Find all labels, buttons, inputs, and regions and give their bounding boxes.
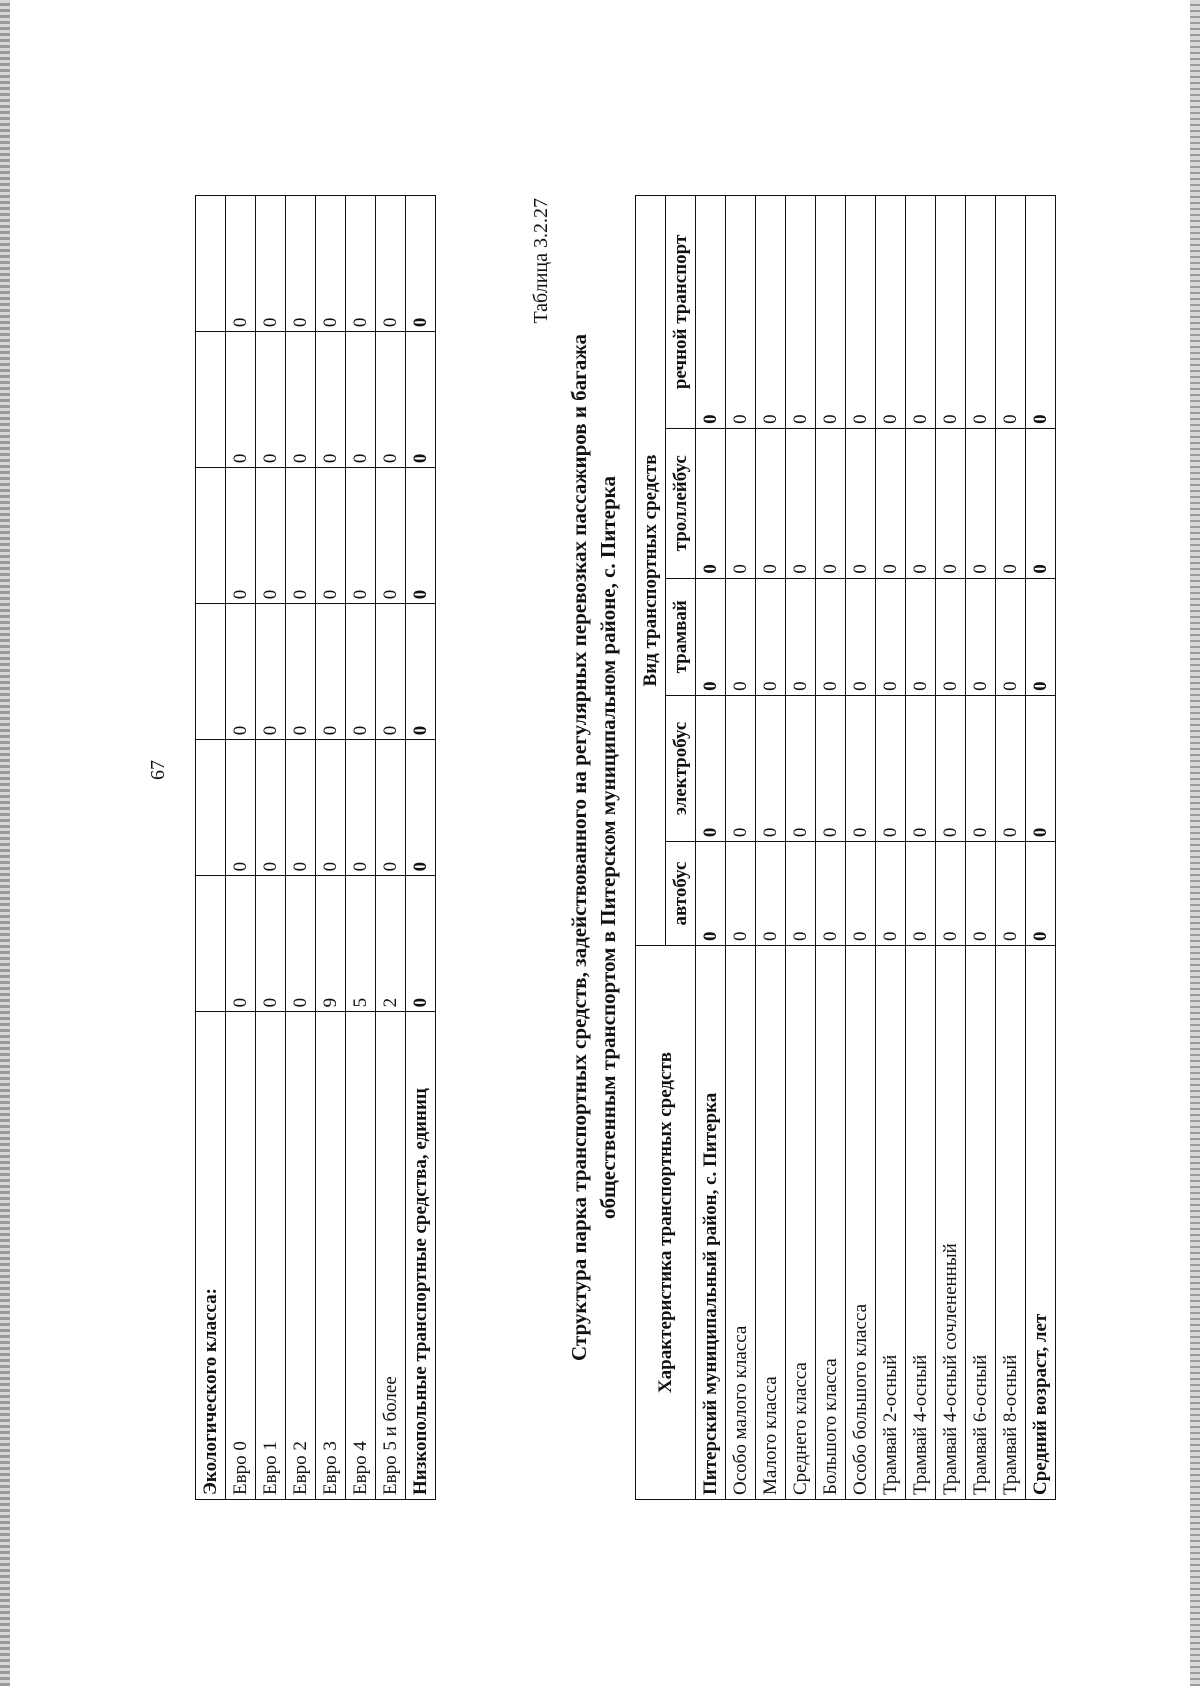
table-row bbox=[226, 196, 256, 1500]
cell-value: 0 bbox=[846, 196, 876, 429]
cell-value: 0 bbox=[756, 428, 786, 578]
cell-value: 0 bbox=[226, 604, 256, 740]
cell-value: 0 bbox=[756, 695, 786, 841]
row-label: Особо большого класса bbox=[846, 946, 876, 1500]
cell-value bbox=[196, 604, 226, 740]
table-row bbox=[316, 196, 346, 1500]
cell-value: 0 bbox=[936, 695, 966, 841]
header-row-1 bbox=[636, 196, 666, 1500]
cell-value: 0 bbox=[696, 196, 726, 429]
cell-value: 0 bbox=[876, 428, 906, 578]
cell-value: 0 bbox=[756, 842, 786, 946]
cell-value: 0 bbox=[936, 842, 966, 946]
row-label: Трамвай 2-осный bbox=[876, 946, 906, 1500]
table-row bbox=[406, 196, 436, 1500]
row-label: Евро 4 bbox=[346, 1012, 376, 1500]
table2-body bbox=[696, 196, 1056, 1500]
cell-value: 0 bbox=[376, 604, 406, 740]
cell-value: 0 bbox=[256, 604, 286, 740]
cell-value: 0 bbox=[256, 332, 286, 468]
table-row bbox=[376, 196, 406, 1500]
cell-value: 0 bbox=[996, 695, 1026, 841]
cell-value: 5 bbox=[346, 876, 376, 1012]
cell-value: 0 bbox=[406, 740, 436, 876]
table-row bbox=[996, 196, 1026, 1500]
table-row bbox=[756, 196, 786, 1500]
rotated-page bbox=[125, 38, 1085, 1500]
cell-value: 0 bbox=[346, 740, 376, 876]
cell-value: 0 bbox=[726, 196, 756, 429]
table-row bbox=[786, 196, 816, 1500]
cell-value: 0 bbox=[996, 196, 1026, 429]
cell-value: 0 bbox=[346, 468, 376, 604]
cell-value: 2 bbox=[376, 876, 406, 1012]
cell-value: 0 bbox=[726, 842, 756, 946]
row-label: Евро 0 bbox=[226, 1012, 256, 1500]
table-number: Таблица 3.2.27 bbox=[530, 198, 552, 324]
cell-value: 0 bbox=[756, 196, 786, 429]
cell-value: 0 bbox=[1026, 196, 1056, 429]
table-row bbox=[726, 196, 756, 1500]
table-row bbox=[1026, 196, 1056, 1500]
table-row bbox=[346, 196, 376, 1500]
cell-value: 0 bbox=[876, 842, 906, 946]
cell-value: 0 bbox=[936, 578, 966, 695]
cell-value: 0 bbox=[286, 332, 316, 468]
row-label: Малого класса bbox=[756, 946, 786, 1500]
row-label: Среднего класса bbox=[786, 946, 816, 1500]
cell-value: 0 bbox=[816, 695, 846, 841]
cell-value: 0 bbox=[786, 578, 816, 695]
table-row bbox=[936, 196, 966, 1500]
cell-value: 0 bbox=[966, 842, 996, 946]
cell-value bbox=[196, 196, 226, 332]
table-row bbox=[256, 196, 286, 1500]
table-row bbox=[906, 196, 936, 1500]
cell-value: 0 bbox=[936, 196, 966, 429]
row-label: Трамвай 8-осный bbox=[996, 946, 1026, 1500]
cell-value: 0 bbox=[876, 196, 906, 429]
cell-value: 9 bbox=[316, 876, 346, 1012]
cell-value: 0 bbox=[376, 468, 406, 604]
cell-value: 0 bbox=[906, 578, 936, 695]
table1-body bbox=[196, 196, 436, 1500]
page-number: 67 bbox=[147, 760, 169, 780]
row-label: Большого класса bbox=[816, 946, 846, 1500]
cell-value: 0 bbox=[406, 196, 436, 332]
row-label: Евро 3 bbox=[316, 1012, 346, 1500]
header-characteristic: Характеристика транспортных средств bbox=[636, 946, 696, 1500]
cell-value: 0 bbox=[256, 196, 286, 332]
cell-value: 0 bbox=[906, 695, 936, 841]
row-label: Трамвай 4-осный bbox=[906, 946, 936, 1500]
cell-value: 0 bbox=[936, 428, 966, 578]
table-row bbox=[876, 196, 906, 1500]
cell-value: 0 bbox=[846, 842, 876, 946]
cell-value: 0 bbox=[286, 876, 316, 1012]
cell-value: 0 bbox=[816, 196, 846, 429]
cell-value: 0 bbox=[696, 842, 726, 946]
cell-value bbox=[196, 468, 226, 604]
row-label: Особо малого класса bbox=[726, 946, 756, 1500]
table-row bbox=[816, 196, 846, 1500]
cell-value: 0 bbox=[226, 740, 256, 876]
cell-value: 0 bbox=[876, 578, 906, 695]
scan-edge-left bbox=[0, 0, 10, 1686]
row-label: Трамвай 6-осный bbox=[966, 946, 996, 1500]
cell-value: 0 bbox=[816, 578, 846, 695]
table-fleet-structure bbox=[635, 195, 1056, 1500]
cell-value: 0 bbox=[226, 196, 256, 332]
cell-value: 0 bbox=[346, 604, 376, 740]
cell-value: 0 bbox=[966, 578, 996, 695]
cell-value: 0 bbox=[346, 332, 376, 468]
cell-value: 0 bbox=[286, 740, 316, 876]
table-row bbox=[696, 196, 726, 1500]
cell-value: 0 bbox=[1026, 428, 1056, 578]
table-row bbox=[196, 196, 226, 1500]
table-title bbox=[565, 195, 623, 1500]
cell-value: 0 bbox=[376, 196, 406, 332]
table-row bbox=[846, 196, 876, 1500]
cell-value: 0 bbox=[1026, 695, 1056, 841]
cell-value: 0 bbox=[996, 842, 1026, 946]
cell-value: 0 bbox=[316, 196, 346, 332]
cell-value: 0 bbox=[286, 468, 316, 604]
cell-value: 0 bbox=[256, 740, 286, 876]
cell-value: 0 bbox=[226, 468, 256, 604]
cell-value: 0 bbox=[226, 876, 256, 1012]
cell-value: 0 bbox=[846, 695, 876, 841]
row-label: Питерский муниципальный район, с. Питерка bbox=[696, 946, 726, 1500]
cell-value: 0 bbox=[906, 196, 936, 429]
column-header: речной транспорт bbox=[666, 196, 696, 429]
cell-value: 0 bbox=[966, 196, 996, 429]
cell-value: 0 bbox=[846, 428, 876, 578]
row-label: Экологического класса: bbox=[196, 1012, 226, 1500]
cell-value: 0 bbox=[816, 428, 846, 578]
cell-value: 0 bbox=[406, 468, 436, 604]
cell-value: 0 bbox=[846, 578, 876, 695]
cell-value: 0 bbox=[256, 876, 286, 1012]
row-label: Низкопольные транспортные средства, единиц bbox=[406, 1012, 436, 1500]
column-header: автобус bbox=[666, 842, 696, 946]
table-row bbox=[286, 196, 316, 1500]
cell-value: 0 bbox=[376, 332, 406, 468]
cell-value: 0 bbox=[966, 695, 996, 841]
header-vehicle-type: Вид транспортных средств bbox=[636, 196, 666, 946]
cell-value: 0 bbox=[406, 332, 436, 468]
column-header: электробус bbox=[666, 695, 696, 841]
cell-value: 0 bbox=[316, 468, 346, 604]
cell-value: 0 bbox=[406, 876, 436, 1012]
cell-value bbox=[196, 740, 226, 876]
cell-value: 0 bbox=[1026, 842, 1056, 946]
cell-value: 0 bbox=[256, 468, 286, 604]
cell-value: 0 bbox=[906, 428, 936, 578]
cell-value: 0 bbox=[786, 428, 816, 578]
cell-value: 0 bbox=[876, 695, 906, 841]
table-euro-classes bbox=[195, 195, 436, 1500]
row-label: Средний возраст, лет bbox=[1026, 946, 1056, 1500]
table-row bbox=[966, 196, 996, 1500]
row-label: Евро 2 bbox=[286, 1012, 316, 1500]
table-title-line2: общественным транспортом в Питерском муниципальном районе, с. Питерка bbox=[596, 476, 620, 1219]
table2-head bbox=[636, 196, 696, 1500]
cell-value: 0 bbox=[376, 740, 406, 876]
cell-value: 0 bbox=[726, 428, 756, 578]
table-title-line1: Структура парка транспортных средств, задействованного на регулярных перевозках пассажиров и багажа bbox=[567, 334, 591, 1361]
cell-value: 0 bbox=[726, 695, 756, 841]
cell-value: 0 bbox=[786, 842, 816, 946]
cell-value: 0 bbox=[996, 578, 1026, 695]
cell-value: 0 bbox=[226, 332, 256, 468]
cell-value: 0 bbox=[906, 842, 936, 946]
row-label: Трамвай 4-осный сочлененный bbox=[936, 946, 966, 1500]
cell-value: 0 bbox=[696, 428, 726, 578]
cell-value: 0 bbox=[316, 604, 346, 740]
cell-value: 0 bbox=[316, 740, 346, 876]
cell-value: 0 bbox=[816, 842, 846, 946]
cell-value: 0 bbox=[696, 695, 726, 841]
row-label: Евро 5 и более bbox=[376, 1012, 406, 1500]
cell-value: 0 bbox=[786, 695, 816, 841]
row-label: Евро 1 bbox=[256, 1012, 286, 1500]
cell-value: 0 bbox=[966, 428, 996, 578]
scan-edge-right bbox=[1190, 0, 1200, 1686]
cell-value: 0 bbox=[346, 196, 376, 332]
cell-value: 0 bbox=[1026, 578, 1056, 695]
column-header: трамвай bbox=[666, 578, 696, 695]
cell-value bbox=[196, 332, 226, 468]
cell-value: 0 bbox=[756, 578, 786, 695]
cell-value: 0 bbox=[316, 332, 346, 468]
cell-value: 0 bbox=[786, 196, 816, 429]
column-header: троллейбус bbox=[666, 428, 696, 578]
cell-value: 0 bbox=[286, 604, 316, 740]
cell-value: 0 bbox=[726, 578, 756, 695]
cell-value: 0 bbox=[286, 196, 316, 332]
cell-value: 0 bbox=[996, 428, 1026, 578]
cell-value: 0 bbox=[406, 604, 436, 740]
cell-value: 0 bbox=[696, 578, 726, 695]
cell-value bbox=[196, 876, 226, 1012]
